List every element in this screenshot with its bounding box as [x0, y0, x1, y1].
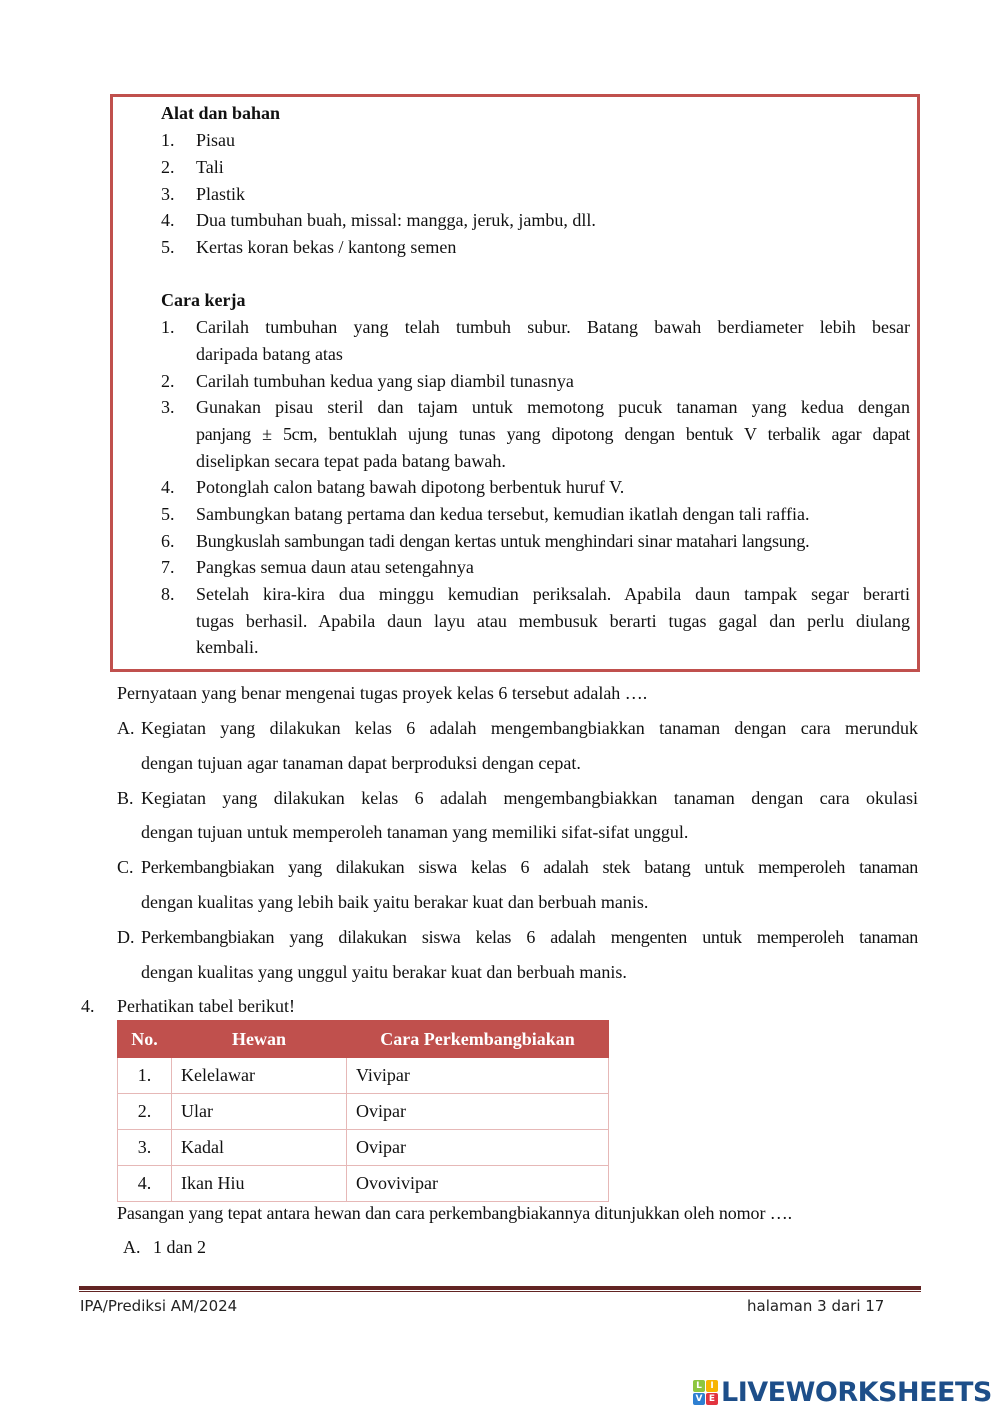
header-no: No. — [118, 1021, 172, 1058]
step-line: Bungkuslah sambungan tadi dengan kertas untuk menghindari sinar matahari langsung. — [196, 531, 810, 551]
step-line: Potonglah calon batang bawah dipotong berbentuk huruf V. — [196, 477, 625, 497]
question-4-number: 4. — [81, 996, 95, 1016]
table-header-row — [118, 1021, 609, 1058]
table-row: 1. Kelelawar Vivipar — [118, 1058, 609, 1094]
question-3-stem: Pernyataan yang benar mengenai tugas proyek kelas 6 tersebut adalah …. — [117, 683, 648, 703]
step-line: Carilah tumbuhan kedua yang siap diambil tunasnya — [196, 371, 574, 391]
step-line: Pangkas semua daun atau setengahnya — [196, 557, 474, 577]
logo-wordmark: LIVEWORKSHEETS — [721, 1377, 992, 1408]
liveworksheets-logo — [693, 1377, 992, 1408]
materials-heading: Alat dan bahan — [161, 103, 281, 123]
footer-divider — [79, 1286, 921, 1290]
table-row: 2. Ular Ovipar — [118, 1094, 609, 1130]
question-4-prompt: Pasangan yang tepat antara hewan dan cara perkembangbiakannya ditunjukkan oleh nomor …. — [117, 1203, 793, 1223]
table-row: 4. Ikan Hiu Ovovivipar — [118, 1166, 609, 1202]
step-line: Gunakan pisau steril dan tajam untuk memotong pucuk tanaman yang kedua dengan — [196, 397, 910, 417]
step-line: panjang ± 5cm, bentuklah ujung tunas yang dipotong dengan bentuk V terbalik agar dapat — [196, 424, 910, 444]
step-line: kembali. — [196, 637, 259, 657]
header-animal: Hewan — [172, 1021, 347, 1058]
step-line: daripada batang atas — [196, 344, 343, 364]
footer-divider-thin — [79, 1291, 921, 1292]
step-line: Sambungkan batang pertama dan kedua tersebut, kemudian ikatlah dengan tali raffia. — [196, 504, 810, 524]
live-icon: L I V E — [693, 1380, 718, 1405]
step-line: Carilah tumbuhan yang telah tumbuh subur. Batang bawah berdiameter lebih besar — [196, 317, 910, 337]
question-4-stem: Perhatikan tabel berikut! — [117, 996, 295, 1016]
step-line: diselipkan secara tepat pada batang bawah. — [196, 451, 506, 471]
header-method: Cara Perkembangbiakan — [347, 1021, 609, 1058]
table-row: 3. Kadal Ovipar — [118, 1130, 609, 1166]
step-line: tugas berhasil. Apabila daun layu atau membusuk berarti tugas gagal dan perlu diulang — [196, 611, 910, 631]
footer-left: IPA/Prediksi AM/2024 — [80, 1297, 238, 1315]
footer-page-number: halaman 3 dari 17 — [747, 1297, 885, 1315]
steps-heading: Cara kerja — [161, 290, 246, 310]
step-line: Setelah kira-kira dua minggu kemudian periksalah. Apabila daun tampak segar berarti — [196, 584, 910, 604]
reproduction-table — [117, 1020, 609, 1202]
